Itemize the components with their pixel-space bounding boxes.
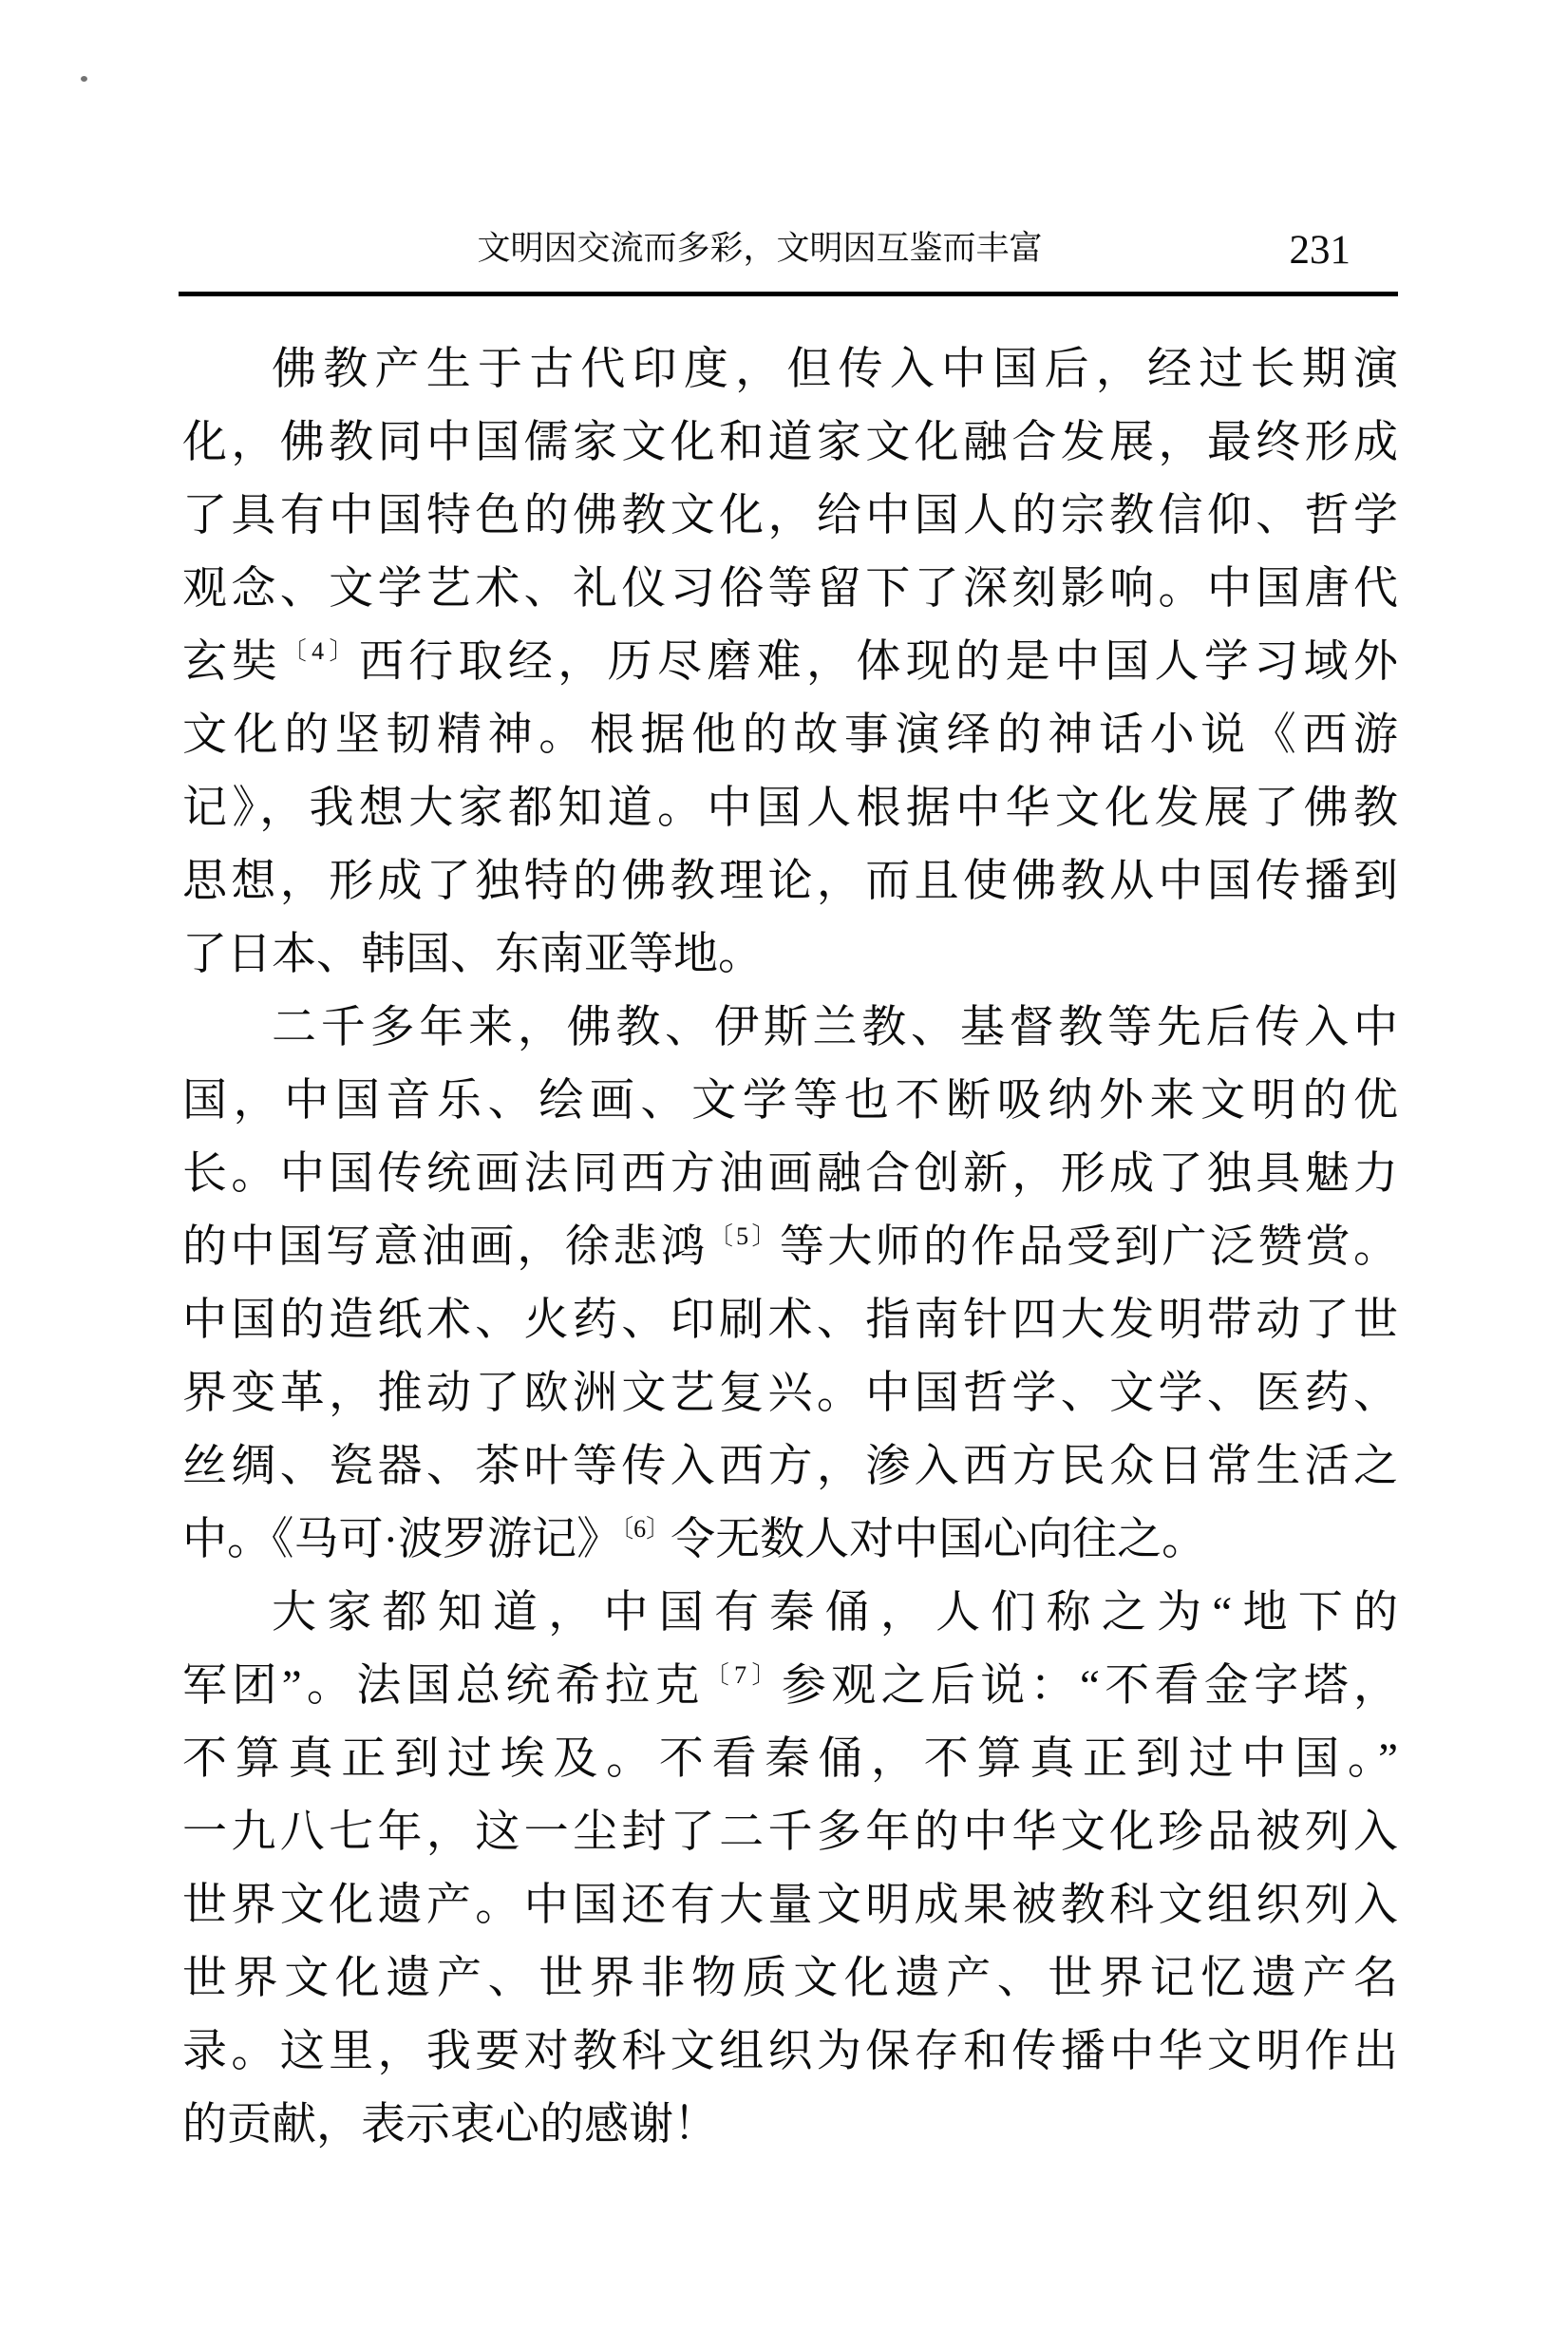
footnote-ref: 〔6〕 (621, 1515, 671, 1543)
text-line: 文化的坚韧精神。根据他的故事演绎的神话小说《西游 (182, 710, 1398, 760)
paragraph (182, 1577, 1398, 2162)
text-line: 记》，我想大家都知道。中国人根据中华文化发展了佛教 (182, 784, 1398, 833)
text-line: 不算真正到过埃及。不看秦俑，不算真正到过中国。” (182, 1734, 1398, 1784)
text-line: 军团”。法国总统希拉克$^{〔7〕}$参观之后说：“不看金字塔， (182, 1661, 1398, 1711)
text-line: 中国的造纸术、火药、印刷术、指南针四大发明带动了世 (182, 1296, 1398, 1345)
text-line: 丝绸、瓷器、茶叶等传入西方，渗入西方民众日常生活之 (182, 1442, 1398, 1491)
page-body (182, 333, 1398, 2162)
text-line: 大家都知道，中国有秦俑，人们称之为“地下的 (272, 1588, 1398, 1638)
text-line: 了具有中国特色的佛教文化，给中国人的宗教信仰、哲学 (182, 491, 1398, 540)
page-header (186, 228, 1398, 285)
paragraph (182, 992, 1398, 1577)
text-line: 思想，形成了独特的佛教理论，而且使佛教从中国传播到 (182, 857, 1398, 906)
paragraph (182, 333, 1398, 992)
text-line: 录。这里，我要对教科文组织为保存和传播中华文明作出 (182, 2027, 1398, 2076)
scan-artifact-dot (81, 76, 87, 82)
text-line: 观念、文学艺术、礼仪习俗等留下了深刻影响。中国唐代 (182, 564, 1398, 614)
text-line: 佛教产生于古代印度，但传入中国后，经过长期演 (272, 345, 1398, 394)
footnote-ref: 〔4〕 (281, 637, 359, 665)
text-line: 玄奘$^{〔4〕}$西行取经，历尽磨难，体现的是中国人学习域外 (182, 637, 1398, 687)
text-line: 的中国写意油画，徐悲鸿$^{〔5〕}$等大师的作品受到广泛赞赏。 (182, 1222, 1398, 1272)
running-title: 文明因交流而多彩，文明因互鉴而丰富 (477, 230, 1043, 267)
footnote-ref: 〔5〕 (708, 1222, 780, 1250)
text-line: 国，中国音乐、绘画、文学等也不断吸纳外来文明的优 (182, 1076, 1398, 1126)
header-rule (179, 292, 1398, 296)
page-number: 231 (1289, 228, 1351, 273)
text-line: 了日本、韩国、东南亚等地。 (182, 930, 763, 979)
text-line: 化，佛教同中国儒家文化和道家文化融合发展，最终形成 (182, 418, 1398, 467)
text-line: 中。《马可·波罗游记》$^{〔6〕}$令无数人对中国心向往之。 (182, 1515, 1207, 1564)
text-line: 一九八七年，这一尘封了二千多年的中华文化珍品被列入 (182, 1808, 1398, 1857)
text-line: 长。中国传统画法同西方油画融合创新，形成了独具魅力 (182, 1149, 1398, 1199)
footnote-ref: 〔7〕 (704, 1661, 782, 1689)
text-line: 二千多年来，佛教、伊斯兰教、基督教等先后传入中 (272, 1003, 1398, 1052)
text-line: 界变革，推动了欧洲文艺复兴。中国哲学、文学、医药、 (182, 1369, 1398, 1418)
text-line: 世界文化遗产。中国还有大量文明成果被教科文组织列入 (182, 1881, 1398, 1930)
text-line: 的贡献，表示衷心的感谢！ (182, 2100, 718, 2149)
text-line: 世界文化遗产、世界非物质文化遗产、世界记忆遗产名 (182, 1954, 1398, 2003)
